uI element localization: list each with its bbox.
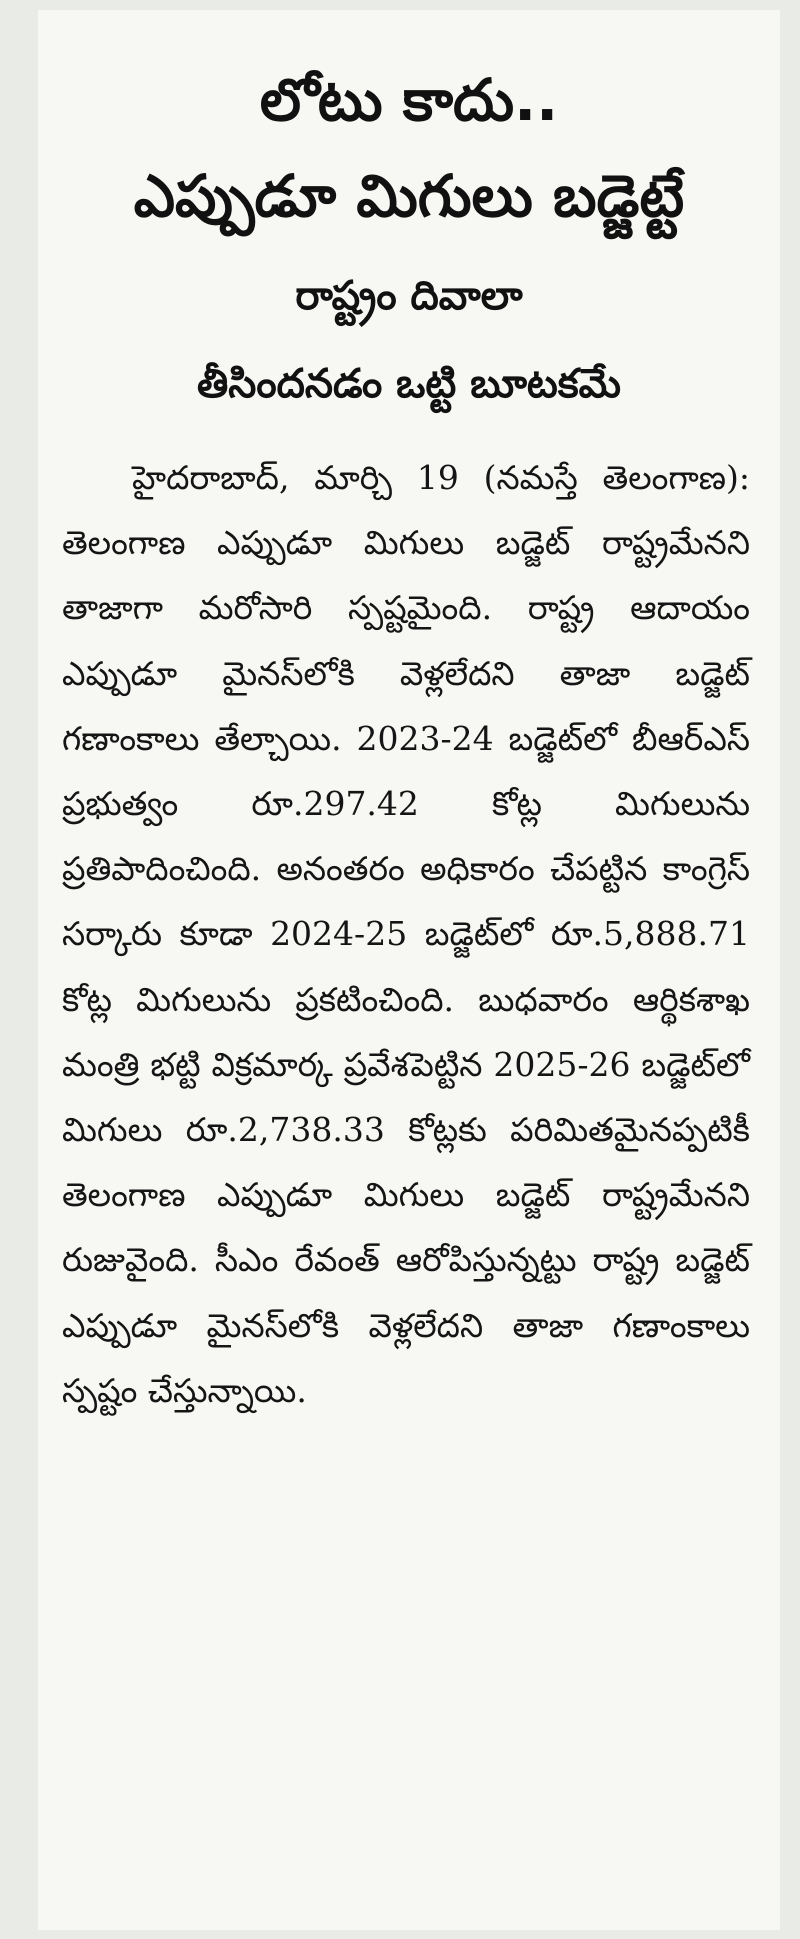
subhead-line-1: రాష్ట్రం దివాలా [295, 273, 523, 319]
headline-line-2: ఎప్పుడూ మిగులు బడ్జెట్టే [133, 162, 685, 230]
subhead-line-2: తీసిందనడం ఒట్టి బూటకమే [196, 361, 621, 407]
headline-line-1: లోటు కాదు.. [259, 66, 559, 134]
article-body: హైదరాబాద్, మార్చి 19 (నమస్తే తెలంగాణ): తెలంగాణ ఎప్పుడూ మిగులు బడ్జెట్ రాష్ట్రమేనని తాజాగా మరోసారి స్పష్టమైంది. రాష్ట్ర ఆదాయం ఎప్పుడూ మైనస్‌లోకి వెళ్లలేదని తాజా బడ్జెట్ గణాంకాలు తేల్చాయి. 2023-24 బడ్జెట్‌లో బీఆర్‌ఎస్ ప్రభుత్వం రూ.297.42 కోట్ల మిగులును ప్రతిపాదించింది. అనంతరం అధికారం చేపట్టిన కాంగ్రెస్ సర్కారు కూడా 2024-25 బడ్జెట్‌లో రూ.5,888.71 కోట్ల మిగులును ప్రకటించింది. బుధవారం ఆర్థికశాఖ మంత్రి భట్టి విక్రమార్క ప్రవేశపెట్టిన 2025-26 బడ్జెట్‌లో మిగులు రూ.2,738.33 కోట్లకు పరిమితమైనప్పటికీ తెలంగాణ ఎప్పుడూ మిగులు బడ్జెట్ రాష్ట్రమేనని రుజువైంది. సీఎం రేవంత్ ఆరోపిస్తున్నట్టు రాష్ట్ర బడ్జెట్ ఎప్పుడూ మైనస్‌లోకి వెళ్లలేదని తాజా గణాంకాలు స్పష్టం చేస్తున్నాయి. [62, 458, 750, 1410]
newspaper-clipping [38, 10, 780, 1930]
